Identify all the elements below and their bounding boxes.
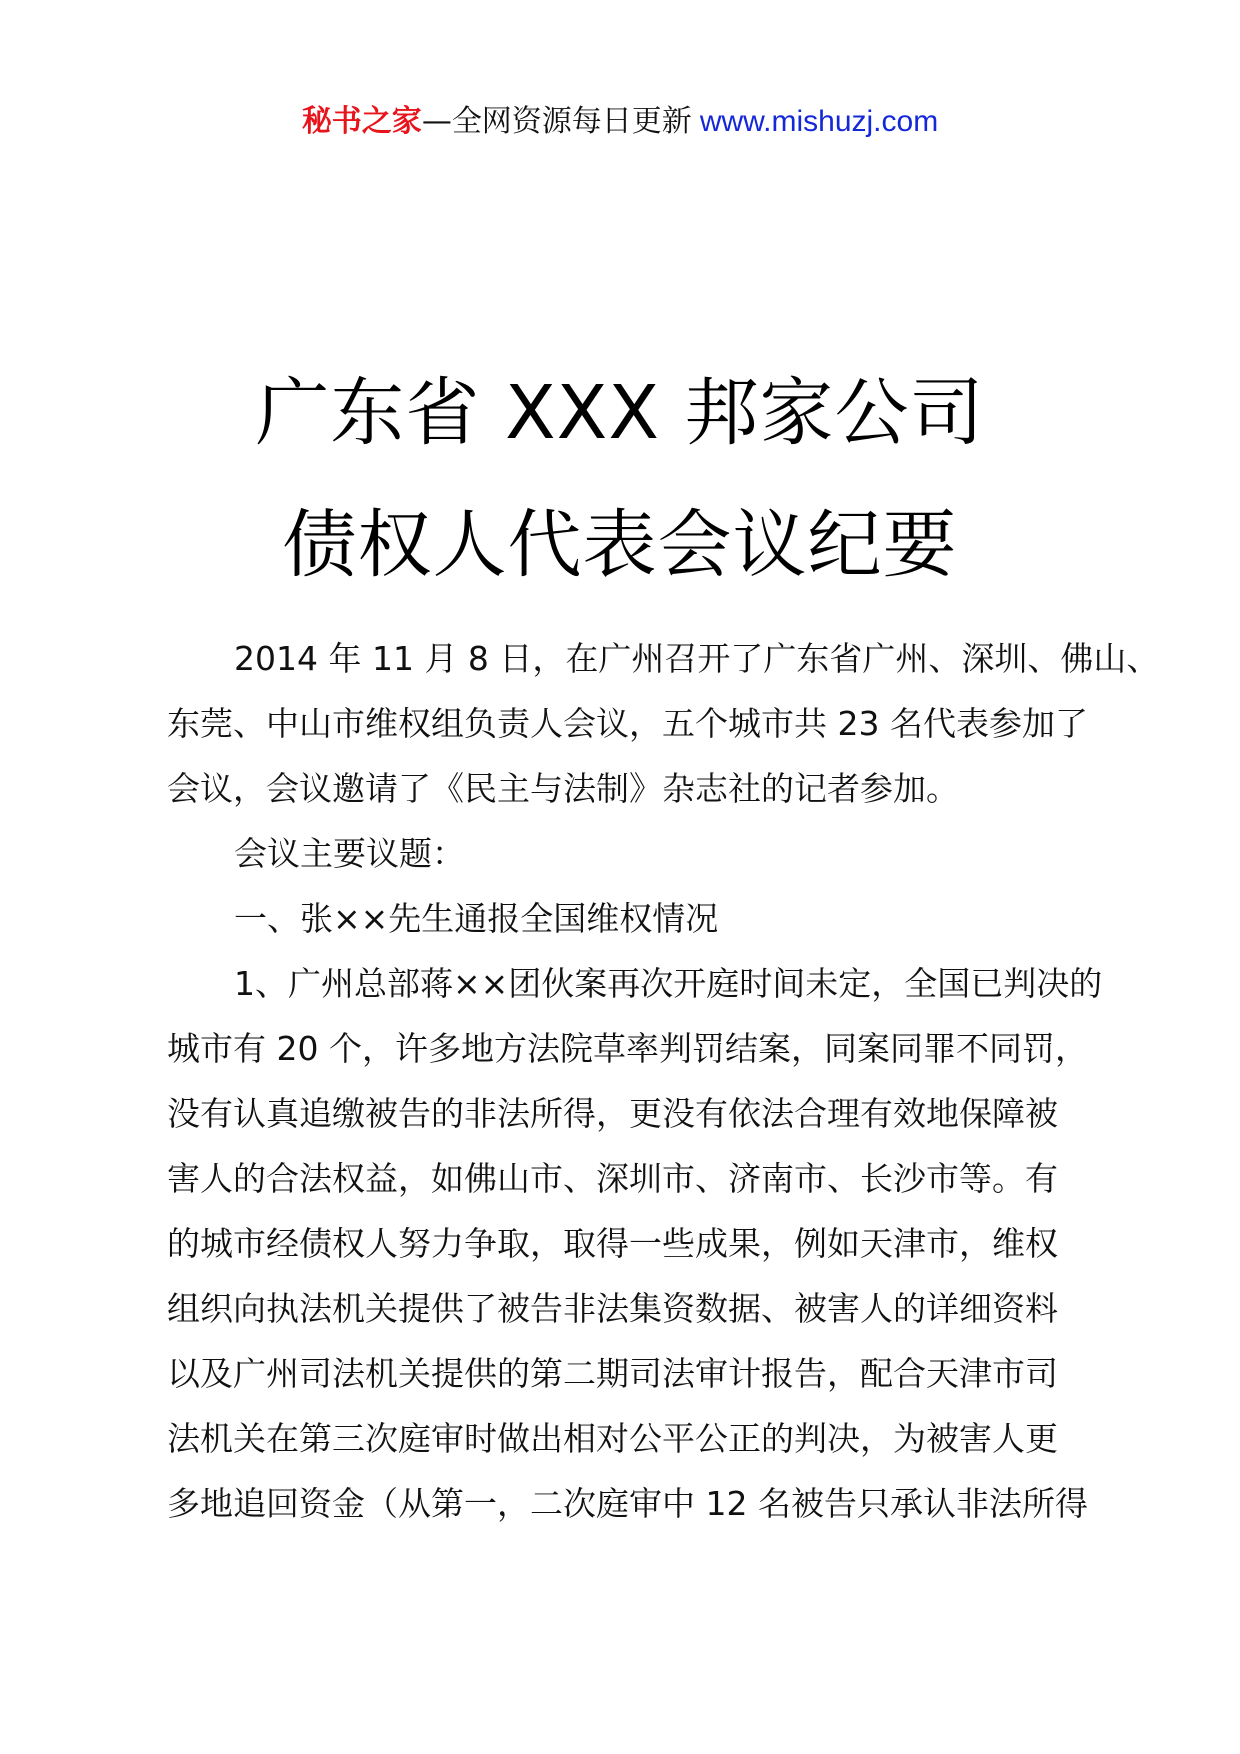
header-dash: — [421,104,452,139]
site-url-link[interactable]: www.mishuzj.com [699,105,939,138]
body-line-4: 会议主要议题： [234,834,465,873]
body-line-13: 法机关在第三次庭审时做出相对公平公正的判决，为被害人更 [167,1419,1058,1458]
header-tagline: 全网资源每日更新 [451,104,692,139]
body-line-10: 的城市经债权人努力争取，取得一些成果，例如天津市，维权 [167,1224,1058,1263]
document-title-line-1: 广东省 XXX 邦家公司 [255,370,985,456]
body-line-1: 2014 年 11 月 8 日，在广州召开了广东省广州、深圳、佛山、 [234,639,1160,678]
body-line-8: 没有认真追缴被告的非法所得，更没有依法合理有效地保障被 [167,1094,1058,1133]
site-header [0,102,1240,142]
body-line-2: 东莞、中山市维权组负责人会议，五个城市共 23 名代表参加了 [167,704,1088,743]
document-title-line-2: 债权人代表会议纪要 [282,502,958,588]
body-line-11: 组织向执法机关提供了被告非法集资数据、被害人的详细资料 [167,1289,1058,1328]
body-line-14: 多地追回资金（从第一，二次庭审中 12 名被告只承认非法所得 [167,1484,1088,1523]
body-line-3: 会议，会议邀请了《民主与法制》杂志社的记者参加。 [167,769,959,808]
body-line-6: 1、广州总部蒋××团伙案再次开庭时间未定，全国已判决的 [234,964,1103,1003]
body-line-5: 一、张××先生通报全国维权情况 [234,899,719,938]
body-line-12: 以及广州司法机关提供的第二期司法审计报告，配合天津市司 [167,1354,1058,1393]
document-body [167,626,1160,1536]
body-line-7: 城市有 20 个，许多地方法院草率判罚结案，同案同罪不同罚， [167,1029,1088,1068]
body-line-9: 害人的合法权益，如佛山市、深圳市、济南市、长沙市等。有 [167,1159,1058,1198]
brand-name: 秘书之家 [301,104,422,139]
